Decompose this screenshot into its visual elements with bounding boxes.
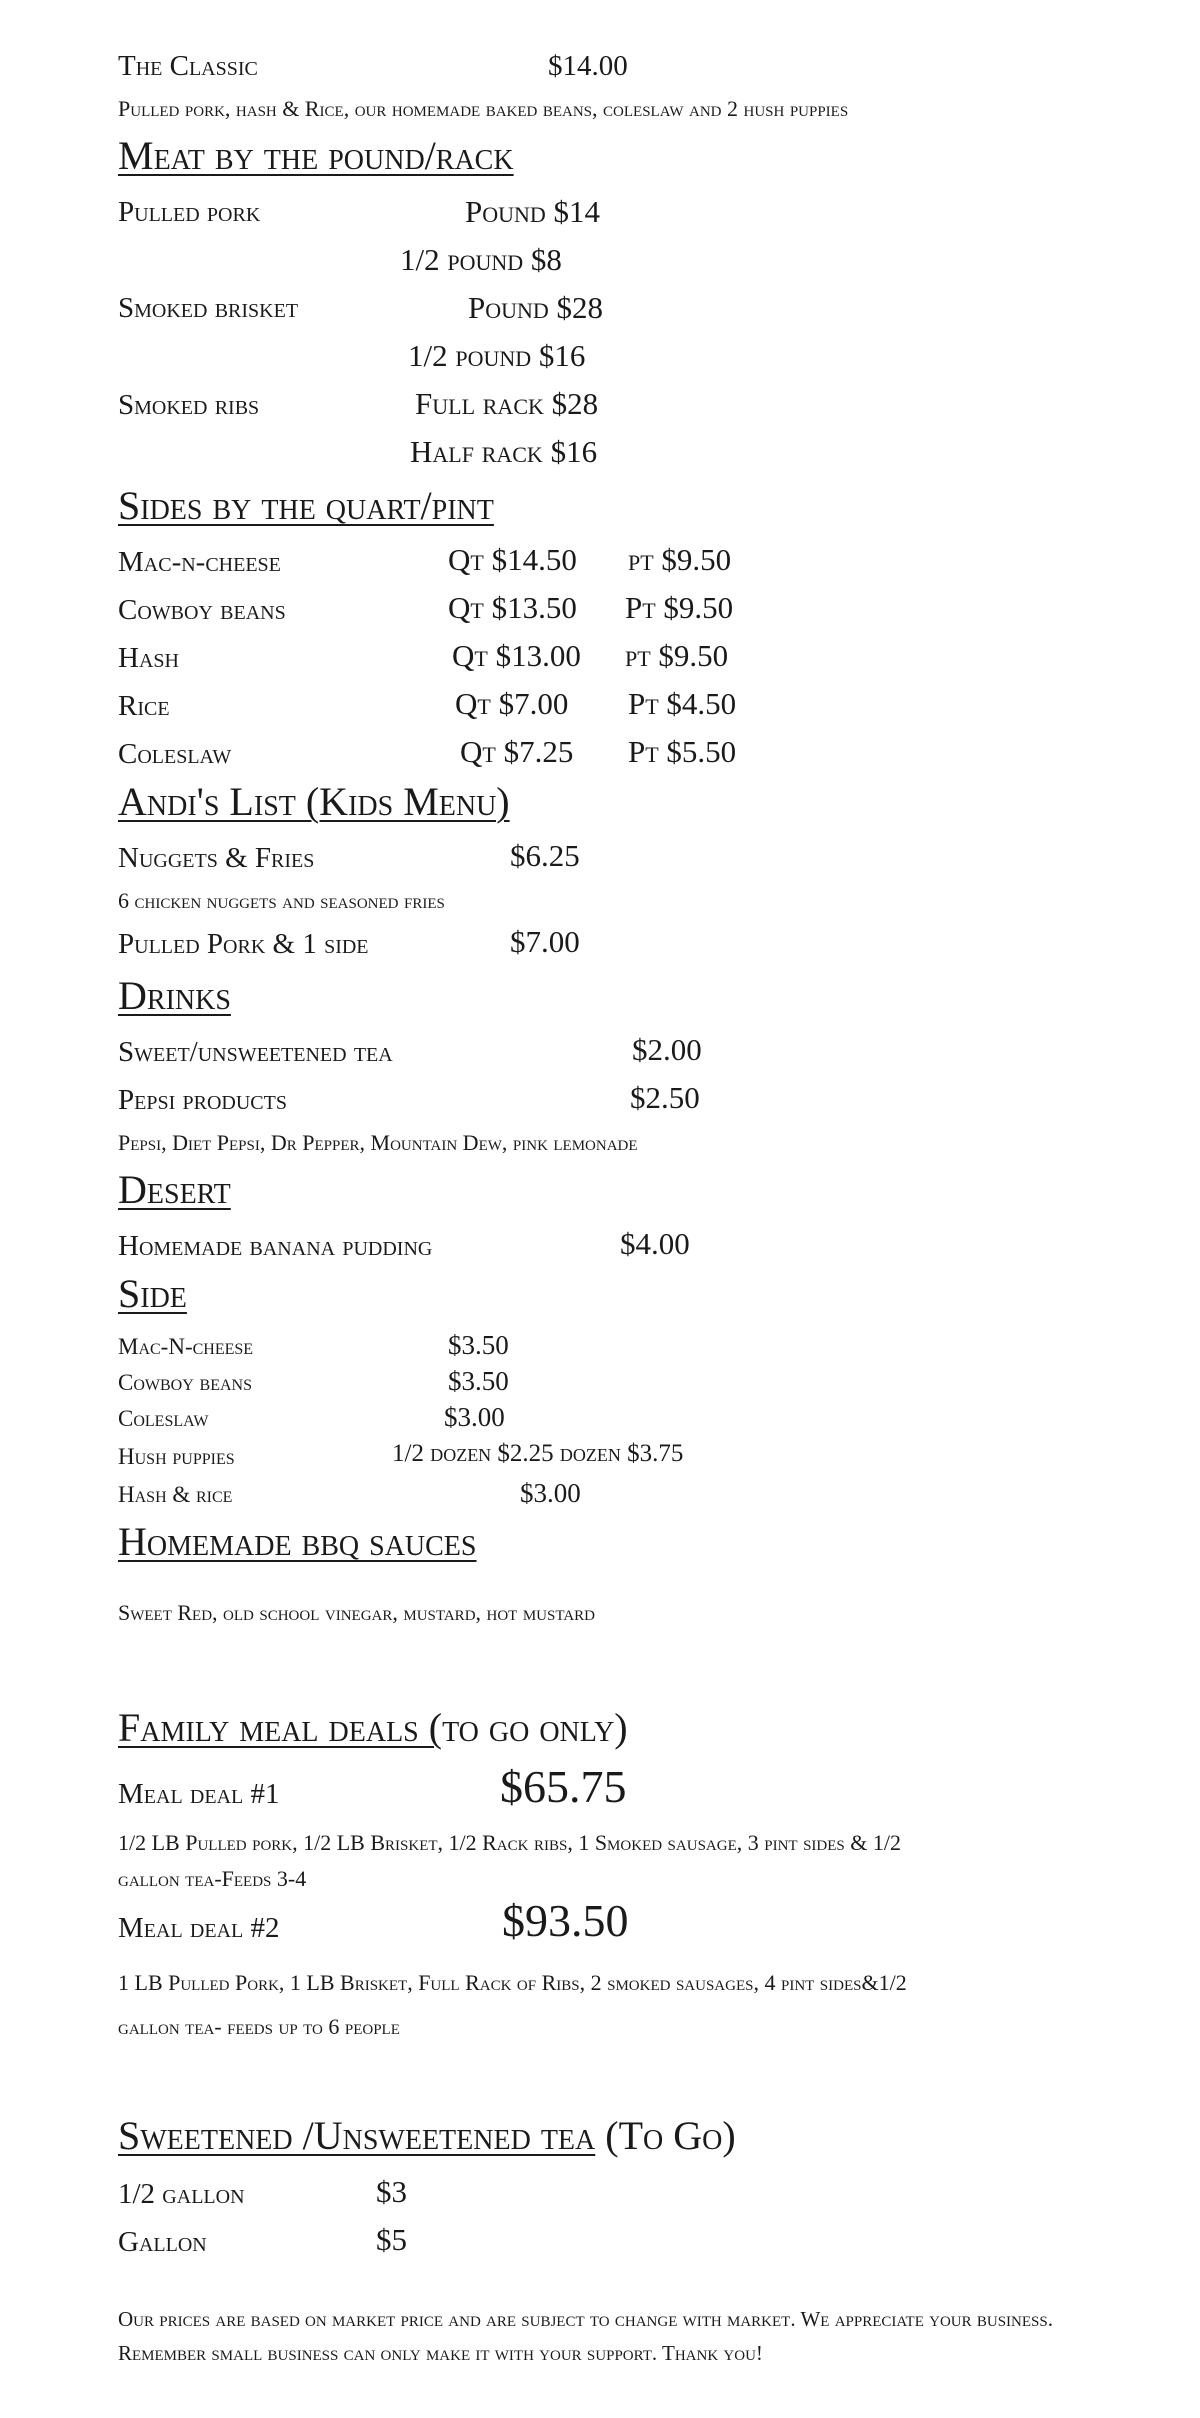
footer-note: Our prices are based on market price and are subject to change with market. We appreciate your business. Remember small business can only make it with your support. Thank you! (118, 2307, 1053, 2365)
classic-description: Pulled pork, hash & Rice, our homemade baked beans, coleslaw and 2 hush puppies (118, 96, 849, 121)
side-heading: Side (118, 1271, 187, 1316)
sides-quart-pt-price: pt $9.50 (628, 542, 732, 577)
kids-item: Pulled Pork & 1 side (118, 928, 369, 960)
sauces-list: Sweet Red, old school vinegar, mustard, hot mustard (118, 1600, 595, 1625)
side-price: $3.50 (448, 1366, 509, 1396)
meal-deal-1-price: $65.75 (500, 1761, 627, 1812)
kids-heading: Andi's List (Kids Menu) (118, 779, 510, 824)
desert-heading: Desert (118, 1167, 231, 1212)
meat-price: 1/2 pound $16 (408, 338, 586, 373)
sauces-heading: Homemade bbq sauces (118, 1519, 477, 1564)
classic-price: $14.00 (548, 50, 628, 82)
sides-quart-item: Hash (118, 642, 179, 674)
sides-quart-pt-price: pt $9.50 (625, 638, 729, 673)
sides-quart-qt-price: Qt $13.00 (452, 638, 581, 673)
sides-quart-item: Rice (118, 690, 170, 722)
tea-heading-suffix: (To Go) (595, 2113, 736, 2158)
sides-quart-qt-price: Qt $7.25 (460, 734, 574, 769)
kids-item: Nuggets & Fries (118, 842, 315, 874)
drinks-price: $2.50 (630, 1080, 700, 1115)
classic-name: The Classic (118, 50, 258, 82)
side-item: Cowboy beans (118, 1370, 252, 1395)
meal-deal-2-price: $93.50 (502, 1895, 629, 1946)
meal-deal-2-name: Meal deal #2 (118, 1912, 280, 1944)
kids-description: 6 chicken nuggets and seasoned fries (118, 888, 445, 913)
family-heading-underlined: Family meal deals ( (118, 1705, 443, 1750)
tea-item: 1/2 gallon (118, 2178, 245, 2210)
meat-item: Pulled pork (118, 196, 261, 228)
meal-deal-1-description: gallon tea-Feeds 3-4 (118, 1866, 307, 1891)
meat-price: Full rack $28 (415, 386, 599, 421)
tea-price: $3 (376, 2174, 407, 2209)
sides-quart-pt-price: Pt $9.50 (625, 590, 734, 625)
sides-quart-qt-price: Qt $13.50 (448, 590, 577, 625)
kids-price: $6.25 (510, 838, 580, 873)
side-item: Mac-N-cheese (118, 1334, 254, 1359)
tea-heading-underlined: Sweetened /Unsweetened tea (118, 2113, 596, 2158)
family-heading-suffix: to go only) (442, 1705, 628, 1750)
meal-deal-1-description: 1/2 LB Pulled pork, 1/2 LB Brisket, 1/2 Rack ribs, 1 Smoked sausage, 3 pint sides & 1/2 (118, 1830, 901, 1855)
drinks-description: Pepsi, Diet Pepsi, Dr Pepper, Mountain Dew, pink lemonade (118, 1130, 638, 1155)
meal-deal-1-name: Meal deal #1 (118, 1778, 280, 1810)
meal-deal-2-description: 1 LB Pulled Pork, 1 LB Brisket, Full Rack of Ribs, 2 smoked sausages, 4 pint sides&1/2 (118, 1970, 907, 1995)
sides-quart-qt-price: Qt $14.50 (448, 542, 577, 577)
meat-price: Pound $28 (468, 290, 604, 325)
side-item: Hash & rice (118, 1482, 233, 1507)
meat-price: Half rack $16 (410, 434, 598, 469)
side-price: 1/2 dozen $2.25 dozen $3.75 (392, 1440, 684, 1467)
family-heading (118, 1704, 628, 1751)
drinks-item: Pepsi products (118, 1084, 287, 1116)
kids-price: $7.00 (510, 924, 580, 959)
tea-heading (118, 2112, 736, 2159)
sides-quart-item: Mac-n-cheese (118, 546, 281, 578)
tea-price: $5 (376, 2222, 407, 2257)
sides-quart-pt-price: Pt $5.50 (628, 734, 737, 769)
drinks-price: $2.00 (632, 1032, 702, 1067)
side-price: $3.00 (520, 1478, 581, 1508)
side-item: Coleslaw (118, 1406, 209, 1431)
desert-price: $4.00 (620, 1226, 690, 1261)
sides-quart-item: Cowboy beans (118, 594, 286, 626)
drinks-heading: Drinks (118, 973, 231, 1018)
sides-quart-item: Coleslaw (118, 738, 232, 770)
drinks-item: Sweet/unsweetened tea (118, 1036, 393, 1068)
sides-quart-pt-price: Pt $4.50 (628, 686, 737, 721)
side-item: Hush puppies (118, 1444, 235, 1469)
meat-item: Smoked brisket (118, 292, 299, 324)
meat-price: Pound $14 (465, 194, 601, 229)
tea-item: Gallon (118, 2226, 207, 2258)
sides-quart-heading: Sides by the quart/pint (118, 483, 494, 528)
side-price: $3.50 (448, 1330, 509, 1360)
desert-item: Homemade banana pudding (118, 1230, 433, 1262)
sides-quart-qt-price: Qt $7.00 (455, 686, 569, 721)
meat-heading: Meat by the pound/rack (118, 133, 514, 178)
meat-item: Smoked ribs (118, 389, 260, 421)
meat-price: 1/2 pound $8 (400, 242, 562, 277)
side-price: $3.00 (444, 1402, 505, 1432)
meal-deal-2-description: gallon tea- feeds up to 6 people (118, 2014, 400, 2039)
